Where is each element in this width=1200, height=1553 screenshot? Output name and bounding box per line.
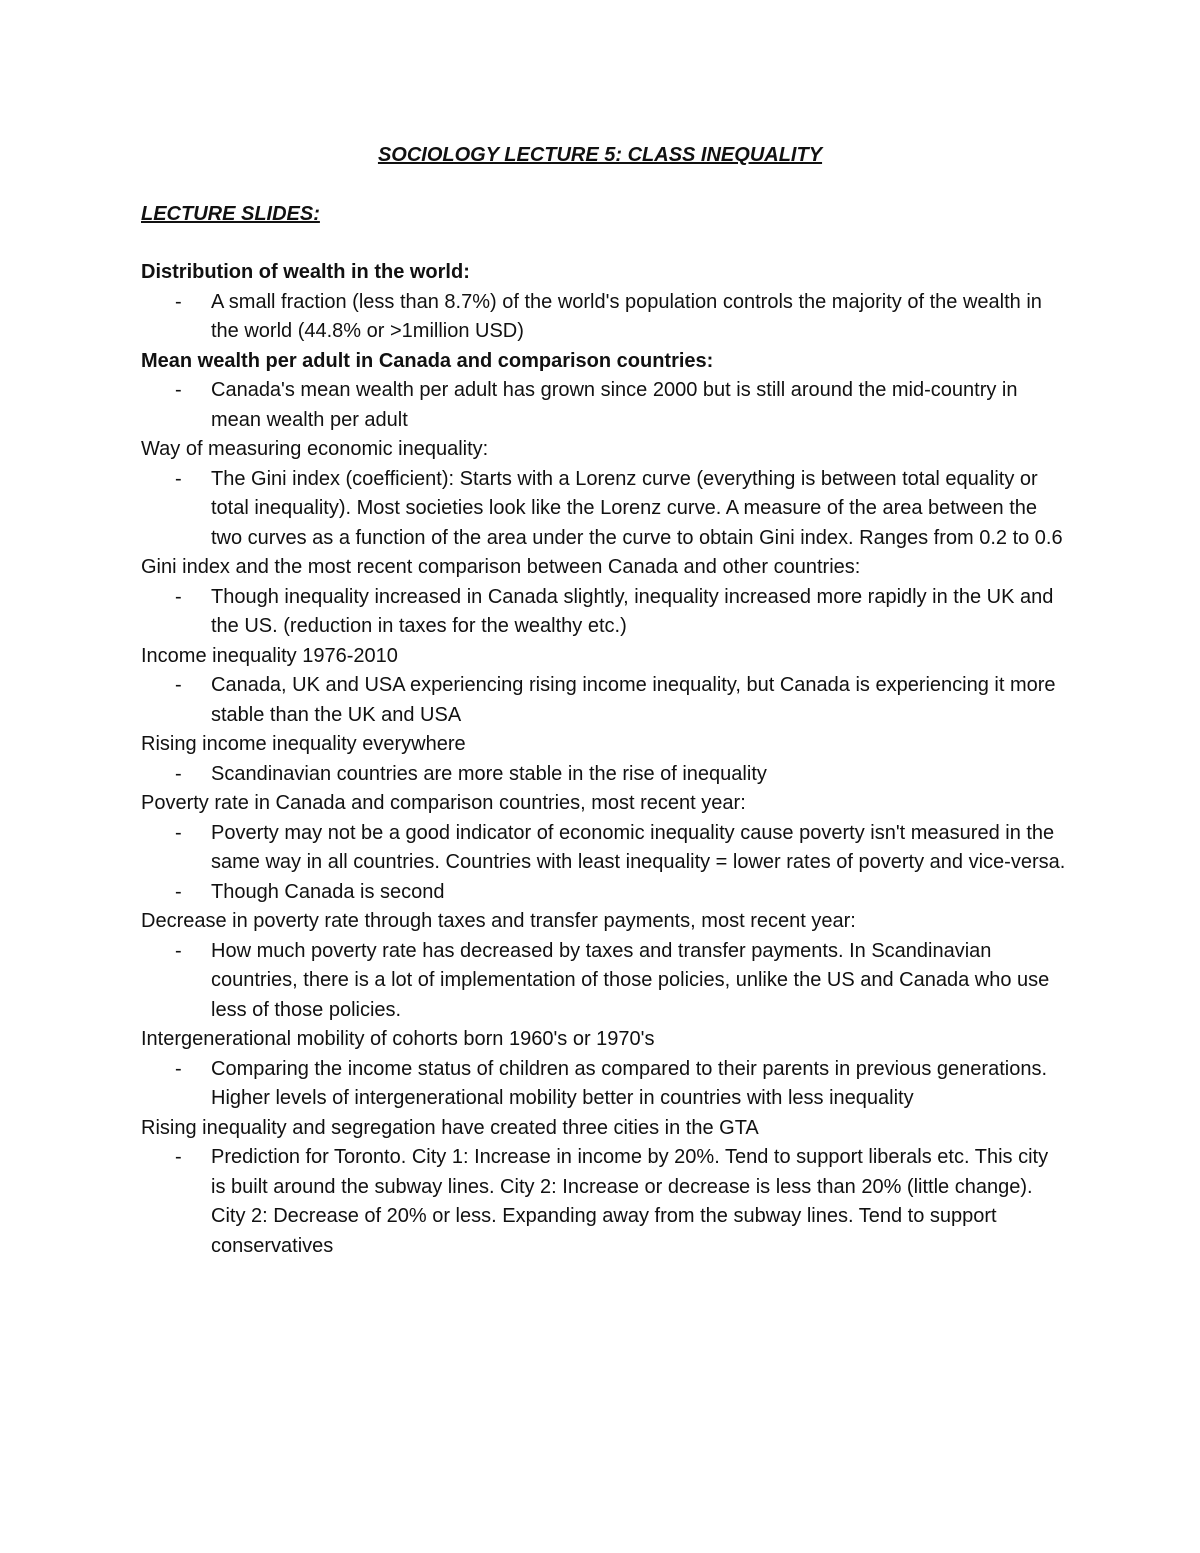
bullet-dash: - — [175, 821, 182, 844]
bullet-item — [141, 376, 1066, 435]
bullet-text: Canada, UK and USA experiencing rising income inequality, but Canada is experiencing it more stable than the UK and USA — [211, 674, 1056, 726]
bullet-text: The Gini index (coefficient): Starts with a Lorenz curve (everything is between total equality or total inequality). Most societies look like the Lorenz curve. A measure of the area between the two curves as a function of the area under the curve to obtain Gini index. Ranges from 0.2 to 0.6 — [211, 467, 1063, 549]
bullet-dash: - — [175, 762, 182, 785]
bullet-text: Though inequality increased in Canada slightly, inequality increased more rapidly in the UK and the US. (reduction in taxes for the wealthy etc.) — [211, 585, 1054, 637]
section-label: LECTURE SLIDES: — [141, 203, 320, 225]
bullet-dash: - — [175, 1057, 182, 1080]
bullet-item — [141, 671, 1066, 730]
bullet-item — [141, 1143, 1066, 1261]
document-title: SOCIOLOGY LECTURE 5: CLASS INEQUALITY — [377, 144, 823, 166]
bullet-text: Though Canada is second — [211, 880, 445, 903]
bullet-dash: - — [175, 880, 182, 903]
bullet-dash: - — [175, 1146, 182, 1168]
section-heading: Gini index and the most recent comparison between Canada and other countries: — [141, 556, 861, 578]
bullet-item — [141, 465, 1066, 554]
section-heading: Distribution of wealth in the world: — [141, 261, 470, 283]
bullet-item — [141, 288, 1066, 347]
bullet-item — [141, 583, 1066, 642]
bullet-text: Prediction for Toronto. City 1: Increase in income by 20%. Tend to support liberals etc. This city is built around the subway lines. City 2: Increase or decrease is less than 20% (little change). City 2: Decrease of 20% or less. Expanding away from the subway lines. Tend to support conservatives — [211, 1146, 1049, 1257]
bullet-text: Poverty may not be a good indicator of economic inequality cause poverty isn't measured in the same way in all countries. Countries with least inequality = lower rates of poverty and vice-versa. — [211, 821, 1066, 873]
bullet-text: Comparing the income status of children as compared to their parents in previous generations. Higher levels of intergenerational mobility better in countries with less inequality — [211, 1057, 1048, 1109]
bullet-item — [141, 760, 1066, 790]
bullet-text: A small fraction (less than 8.7%) of the world's population controls the majority of the wealth in the world (44.8% or >1million USD) — [211, 290, 1042, 342]
notes-body — [141, 258, 1066, 1261]
bullet-dash: - — [175, 379, 182, 401]
section-heading: Way of measuring economic inequality: — [141, 438, 489, 460]
bullet-item — [141, 878, 1066, 908]
section-heading: Decrease in poverty rate through taxes and transfer payments, most recent year: — [141, 910, 856, 932]
section-heading: Rising inequality and segregation have created three cities in the GTA — [141, 1116, 759, 1139]
section-heading: Income inequality 1976-2010 — [141, 644, 398, 667]
section-heading: Intergenerational mobility of cohorts born 1960's or 1970's — [141, 1028, 655, 1050]
bullet-text: Scandinavian countries are more stable in the rise of inequality — [211, 762, 767, 785]
bullet-text: Canada's mean wealth per adult has grown since 2000 but is still around the mid-country in mean wealth per adult — [211, 379, 1018, 431]
bullet-item — [141, 1055, 1066, 1114]
bullet-item — [141, 937, 1066, 1026]
section-heading: Poverty rate in Canada and comparison countries, most recent year: — [141, 792, 746, 814]
bullet-dash: - — [175, 467, 182, 490]
bullet-item — [141, 819, 1066, 878]
bullet-dash: - — [175, 290, 182, 313]
bullet-dash: - — [175, 585, 182, 608]
bullet-text: How much poverty rate has decreased by taxes and transfer payments. In Scandinavian countries, there is a lot of implementation of those policies, unlike the US and Canada who use less of those policies. — [211, 939, 1050, 1021]
bullet-dash: - — [175, 674, 182, 696]
section-heading: Rising income inequality everywhere — [141, 733, 466, 755]
bullet-dash: - — [175, 939, 182, 962]
section-heading: Mean wealth per adult in Canada and comparison countries: — [141, 349, 714, 372]
